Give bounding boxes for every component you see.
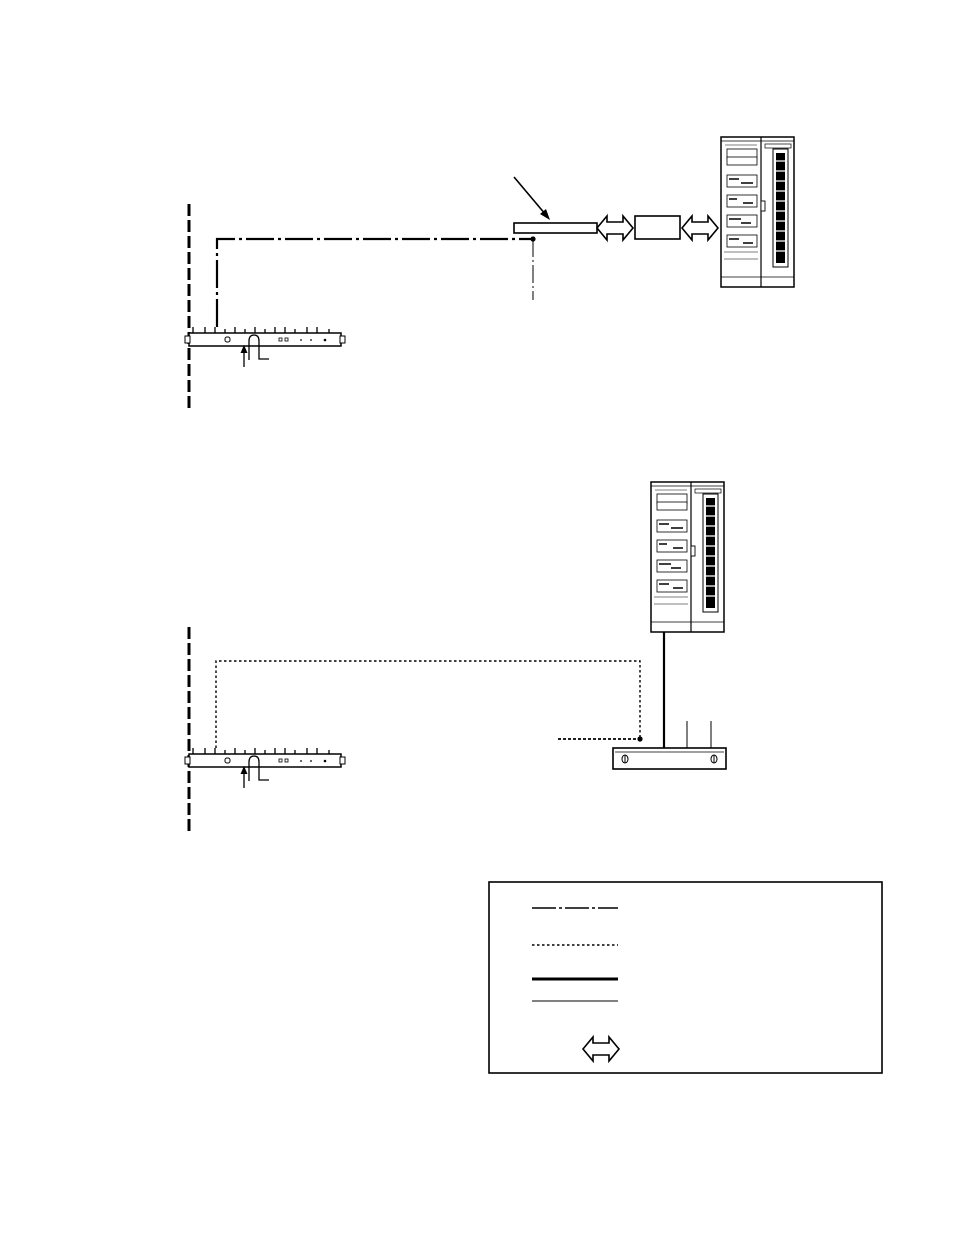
terminal-unit[interactable] (613, 748, 726, 769)
interface-box[interactable] (635, 216, 680, 239)
bottom-diagram (185, 482, 726, 832)
pointer-line (514, 177, 546, 215)
io-module-top[interactable] (185, 327, 345, 367)
legend-box (489, 882, 882, 1073)
trunk-cable-bottom (216, 661, 640, 748)
double-arrow-icon-a (597, 216, 633, 240)
controller-cabinet-top[interactable] (721, 137, 794, 287)
io-module-bottom[interactable] (185, 748, 345, 788)
top-diagram (185, 137, 794, 410)
coupler-bar[interactable] (514, 223, 597, 233)
trunk-cable-top (217, 239, 533, 327)
double-arrow-icon-b (682, 216, 718, 240)
junction-dot-bottom (637, 736, 642, 741)
controller-cabinet-bottom[interactable] (651, 482, 724, 632)
junction-dot-top (530, 236, 535, 241)
